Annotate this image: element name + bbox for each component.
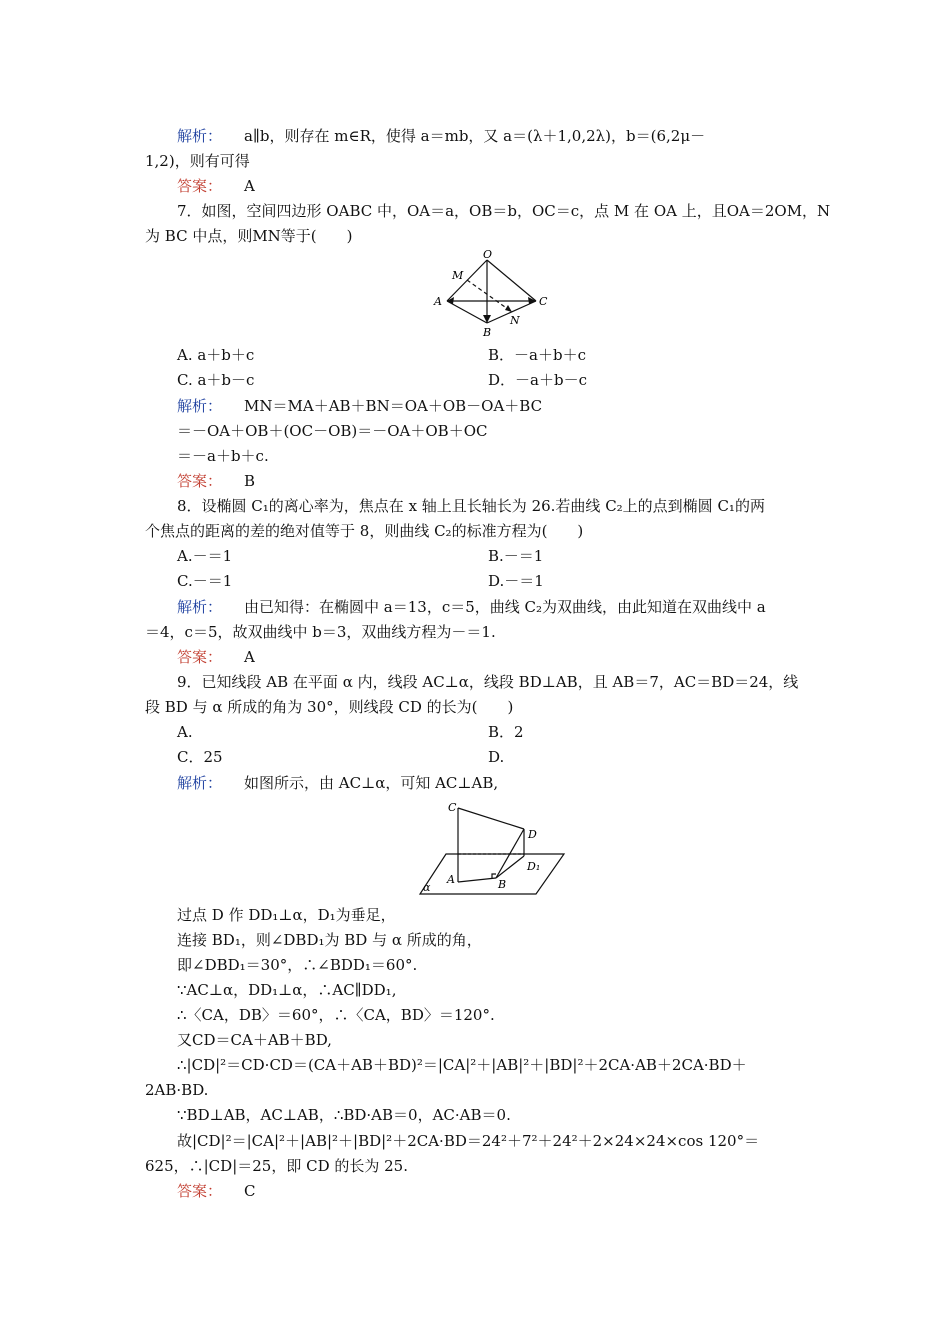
q8-option-b: B.－＝1: [488, 547, 544, 565]
solution-9-step-2: 连接 BD₁，则∠DBD₁为 BD 与 α 所成的角，: [177, 931, 482, 949]
answer-9: [177, 1181, 256, 1201]
answer-value: A: [244, 177, 255, 195]
q9-option-d: D.: [488, 748, 505, 766]
question-8-stem-2: 个焦点的距离的差的绝对值等于 8，则曲线 C₂的标准方程为( ): [145, 522, 584, 540]
answer-label: 答案：: [177, 648, 223, 666]
label-A: A: [434, 295, 442, 308]
solution-8-line-1: [177, 597, 766, 617]
question-9-stem-2: 段 BD 与 α 所成的角为 30°，则线段 CD 的长为( ): [145, 698, 514, 716]
answer-8: [177, 647, 255, 667]
answer-label: 答案：: [177, 1182, 223, 1200]
label-A: A: [447, 873, 455, 886]
solution-text: a∥b，则存在 m∈R，使得 a＝mb，又 a＝(λ＋1,0,2λ)，b＝(6,2μ－: [244, 127, 706, 145]
solution-7-line-3: ＝－a＋b＋c.: [177, 447, 269, 465]
solution-8-line-2: ＝4，c＝5，故双曲线中 b＝3，双曲线方程为－＝1.: [145, 623, 496, 641]
solution-9-step-3: 即∠DBD₁＝30°，∴∠BDD₁＝60°.: [177, 956, 418, 974]
answer-7: [177, 471, 255, 491]
label-alpha: α: [423, 881, 431, 894]
question-7-stem-1: 7．如图，空间四边形 OABC 中，OA＝a，OB＝b，OC＝c，点 M 在 OA 上，且OA＝2OM，N: [177, 202, 831, 220]
solution-6-line-2: 1,2)，则有可得: [145, 152, 250, 170]
label-B: B: [483, 326, 492, 339]
answer-6: [177, 176, 255, 196]
label-C: C: [448, 801, 457, 814]
q7-option-b: B．－a＋b＋c: [488, 346, 586, 364]
q7-option-a: A. a＋b＋c: [177, 346, 255, 364]
solution-7-line-2: ＝－OA＋OB＋(OC－OB)＝－OA＋OB＋OC: [177, 422, 488, 440]
solution-text: MN＝MA＋AB＋BN＝OA＋OB－OA＋BC: [244, 397, 543, 415]
q7-option-c: C. a＋b－c: [177, 371, 255, 389]
solution-9-step-7: ∴|CD|²＝CD·CD＝(CA＋AB＋BD)²＝|CA|²＋|AB|²＋|BD|²＋2CA·AB＋2CA·BD＋: [177, 1056, 747, 1074]
solution-9-step-10: 故|CD|²＝|CA|²＋|AB|²＋|BD|²＋2CA·BD＝24²＋7²＋24²＋2×24×24×cos 120°＝: [177, 1132, 760, 1150]
plane-figure: [418, 798, 568, 898]
solution-9-step-8: 2AB·BD.: [145, 1081, 209, 1099]
answer-value: A: [244, 648, 255, 666]
solution-9-step-4: ∵AC⊥α，DD₁⊥α，∴AC∥DD₁,: [177, 981, 397, 999]
tetrahedron-figure: [428, 248, 558, 340]
solution-label: 解析：: [177, 397, 223, 415]
label-N: N: [510, 314, 520, 327]
answer-label: 答案：: [177, 472, 223, 490]
solution-9-step-6: 又CD＝CA＋AB＋BD,: [177, 1031, 332, 1049]
solution-9-intro: [177, 773, 498, 793]
solution-9-step-1: 过点 D 作 DD₁⊥α，D₁为垂足，: [177, 906, 396, 924]
q8-option-d: D.－＝1: [488, 572, 544, 590]
solution-9-step-11: 625，∴|CD|＝25，即 CD 的长为 25.: [145, 1157, 408, 1175]
solution-9-step-9: ∵BD⊥AB，AC⊥AB，∴BD·AB＝0，AC·AB＝0.: [177, 1106, 511, 1124]
solution-9-step-5: ∴〈CA，DB〉＝60°，∴〈CA，BD〉＝120°.: [177, 1006, 495, 1024]
label-D: D: [528, 828, 537, 841]
solution-label: 解析：: [177, 598, 223, 616]
label-D1: D₁: [527, 860, 541, 873]
solution-6-line-1: [177, 126, 705, 146]
solution-text: 如图所示，由 AC⊥α，可知 AC⊥AB,: [244, 774, 499, 792]
q9-option-c: C．25: [177, 748, 223, 766]
question-9-stem-1: 9．已知线段 AB 在平面 α 内，线段 AC⊥α，线段 BD⊥AB，且 AB＝7，AC＝BD＝24，线: [177, 673, 799, 691]
solution-label: 解析：: [177, 774, 223, 792]
question-8-stem-1: 8．设椭圆 C₁的离心率为，焦点在 x 轴上且长轴长为 26.若曲线 C₂上的点到椭圆 C₁的两: [177, 497, 765, 515]
q9-option-a: A.: [177, 723, 193, 741]
solution-label: 解析：: [177, 127, 223, 145]
solution-7-line-1: [177, 396, 542, 416]
question-7-stem-2: 为 BC 中点，则MN等于( ): [145, 227, 353, 245]
q9-option-b: B．2: [488, 723, 524, 741]
q7-option-d: D．－a＋b－c: [488, 371, 587, 389]
solution-text: 由已知得：在椭圆中 a＝13，c＝5，曲线 C₂为双曲线，由此知道在双曲线中 a: [244, 598, 766, 616]
label-M: M: [452, 269, 464, 282]
q8-option-a: A.－＝1: [177, 547, 233, 565]
label-B: B: [498, 878, 507, 891]
label-C: C: [539, 295, 548, 308]
answer-label: 答案：: [177, 177, 223, 195]
q8-option-c: C.－＝1: [177, 572, 233, 590]
answer-value: C: [244, 1182, 256, 1200]
answer-value: B: [244, 472, 256, 490]
label-O: O: [483, 248, 493, 261]
